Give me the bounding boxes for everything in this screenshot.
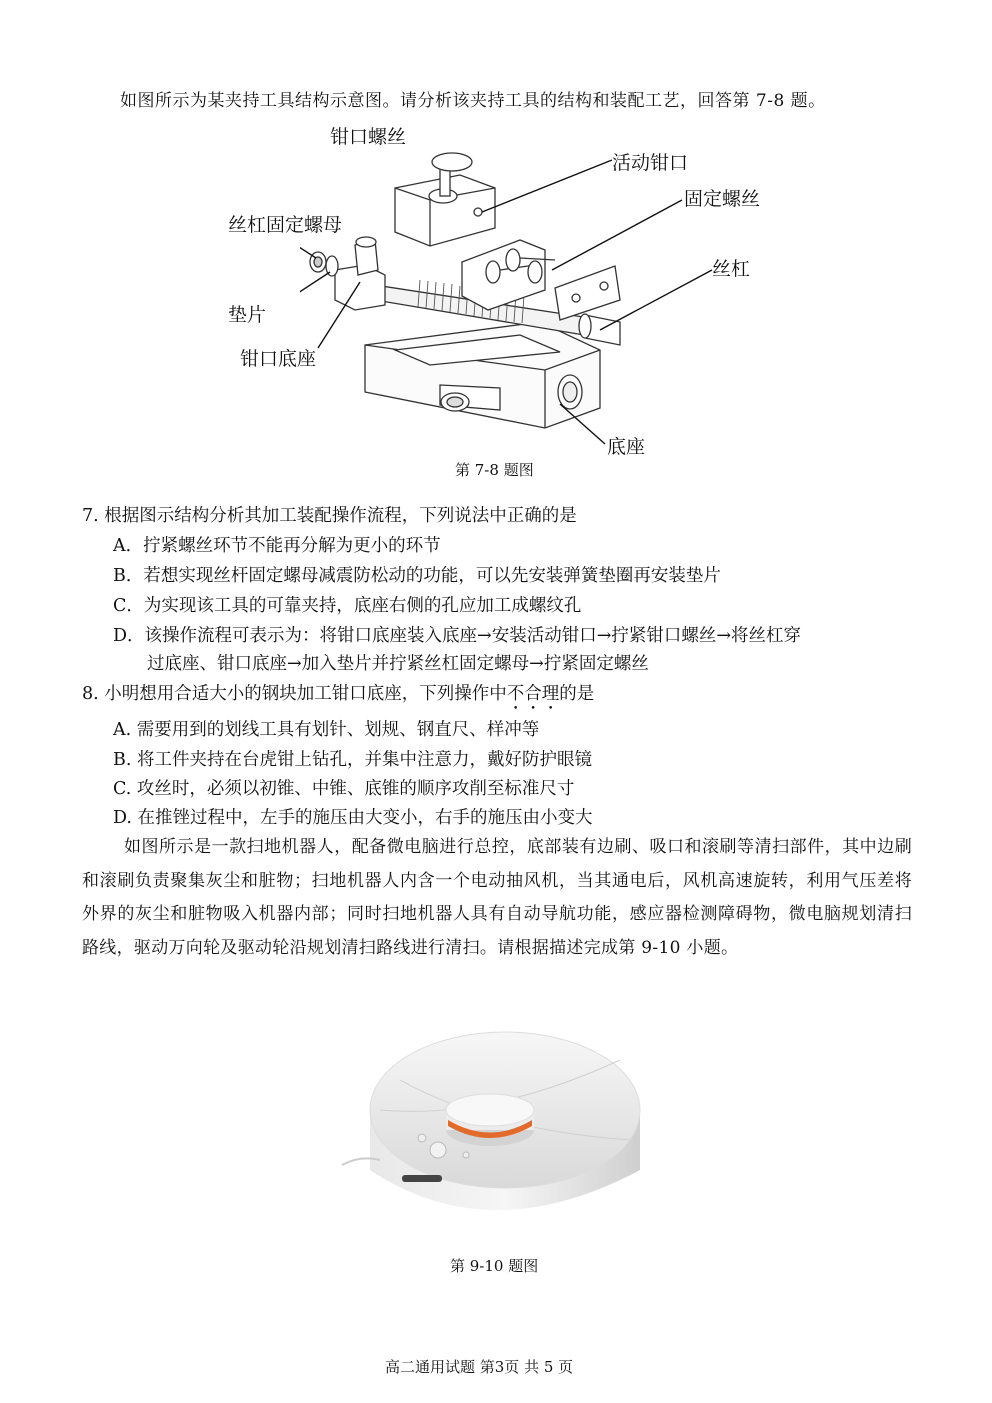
label-lead-screw-nut: 丝杠固定螺母 xyxy=(228,214,343,236)
intro-text-9-10: 如图所示是一款扫地机器人，配备微电脑进行总控，底部装有边刷、吸口和滚刷等清扫部件，其中边刷和滚刷负责聚集灰尘和脏物；扫地机器人内含一个电动抽风机，当其通电后，风机高速旋转，利用气压差将外界的灰尘和脏物吸入机器内部；同时扫地机器人具有自动导航功能，感应器检测障碍物，微电脑规划清扫路线，驱动万向轮及驱动轮沿规划清扫路线进行清扫。请根据描述完成第 9-10 小题。 xyxy=(82,837,912,958)
question-8-stem-emphasis: 不合理 xyxy=(506,684,560,704)
question-8-option-a: A. 需要用到的划线工具有划针、划规、钢直尺、样冲等 xyxy=(113,720,540,740)
label-jaw-base: 钳口底座 xyxy=(240,348,317,370)
question-7-option-d-line1: D．该操作流程可表示为：将钳口底座装入底座→安装活动钳口→拧紧钳口螺丝→将丝杠穿 xyxy=(113,626,802,646)
label-moving-jaw: 活动钳口 xyxy=(612,152,689,174)
question-7-option-a: A．拧紧螺丝环节不能再分解为更小的环节 xyxy=(113,536,441,556)
label-base: 底座 xyxy=(607,436,646,458)
label-jaw-screw: 钳口螺丝 xyxy=(330,126,407,148)
label-washer: 垫片 xyxy=(228,304,267,326)
page-footer: 高二通用试题 第3页 共 5 页 xyxy=(385,1358,574,1376)
question-8-stem xyxy=(82,680,594,714)
question-8-option-b: B. 将工件夹持在台虎钳上钻孔，并集中注意力，戴好防护眼镜 xyxy=(113,750,592,770)
label-lead-screw: 丝杠 xyxy=(712,258,751,280)
label-fixed-screw: 固定螺丝 xyxy=(684,188,761,210)
robot-vacuum-image xyxy=(340,1000,645,1245)
question-8-option-c: C. 攻丝时，必须以初锥、中锥、底锥的顺序攻削至标准尺寸 xyxy=(113,779,575,799)
question-8-stem-post: 的是 xyxy=(559,684,595,704)
question-7-option-b: B．若想实现丝杆固定螺母减震防松动的功能，可以先安装弹簧垫圈再安装垫片 xyxy=(113,566,721,586)
question-7-stem: 7. 根据图示结构分析其加工装配操作流程，下列说法中正确的是 xyxy=(82,506,577,526)
question-7-option-d-line2: 过底座、钳口底座→加入垫片并拧紧丝杠固定螺母→拧紧固定螺丝 xyxy=(147,654,649,674)
question-7-option-c: C．为实现该工具的可靠夹持，底座右侧的孔应加工成螺纹孔 xyxy=(113,596,582,616)
figure-caption-9-10: 第 9-10 题图 xyxy=(450,1257,539,1275)
question-8-option-d: D. 在推锉过程中，左手的施压由大变小，右手的施压由小变大 xyxy=(113,808,593,828)
intro-text-7-8: 如图所示为某夹持工具结构示意图。请分析该夹持工具的结构和装配工艺，回答第 7-8 题。 xyxy=(120,91,826,111)
question-8-stem-pre: 8. 小明想用合适大小的钢块加工钳口底座，下列操作中 xyxy=(82,684,507,704)
figure-caption-7-8: 第 7-8 题图 xyxy=(455,461,534,479)
